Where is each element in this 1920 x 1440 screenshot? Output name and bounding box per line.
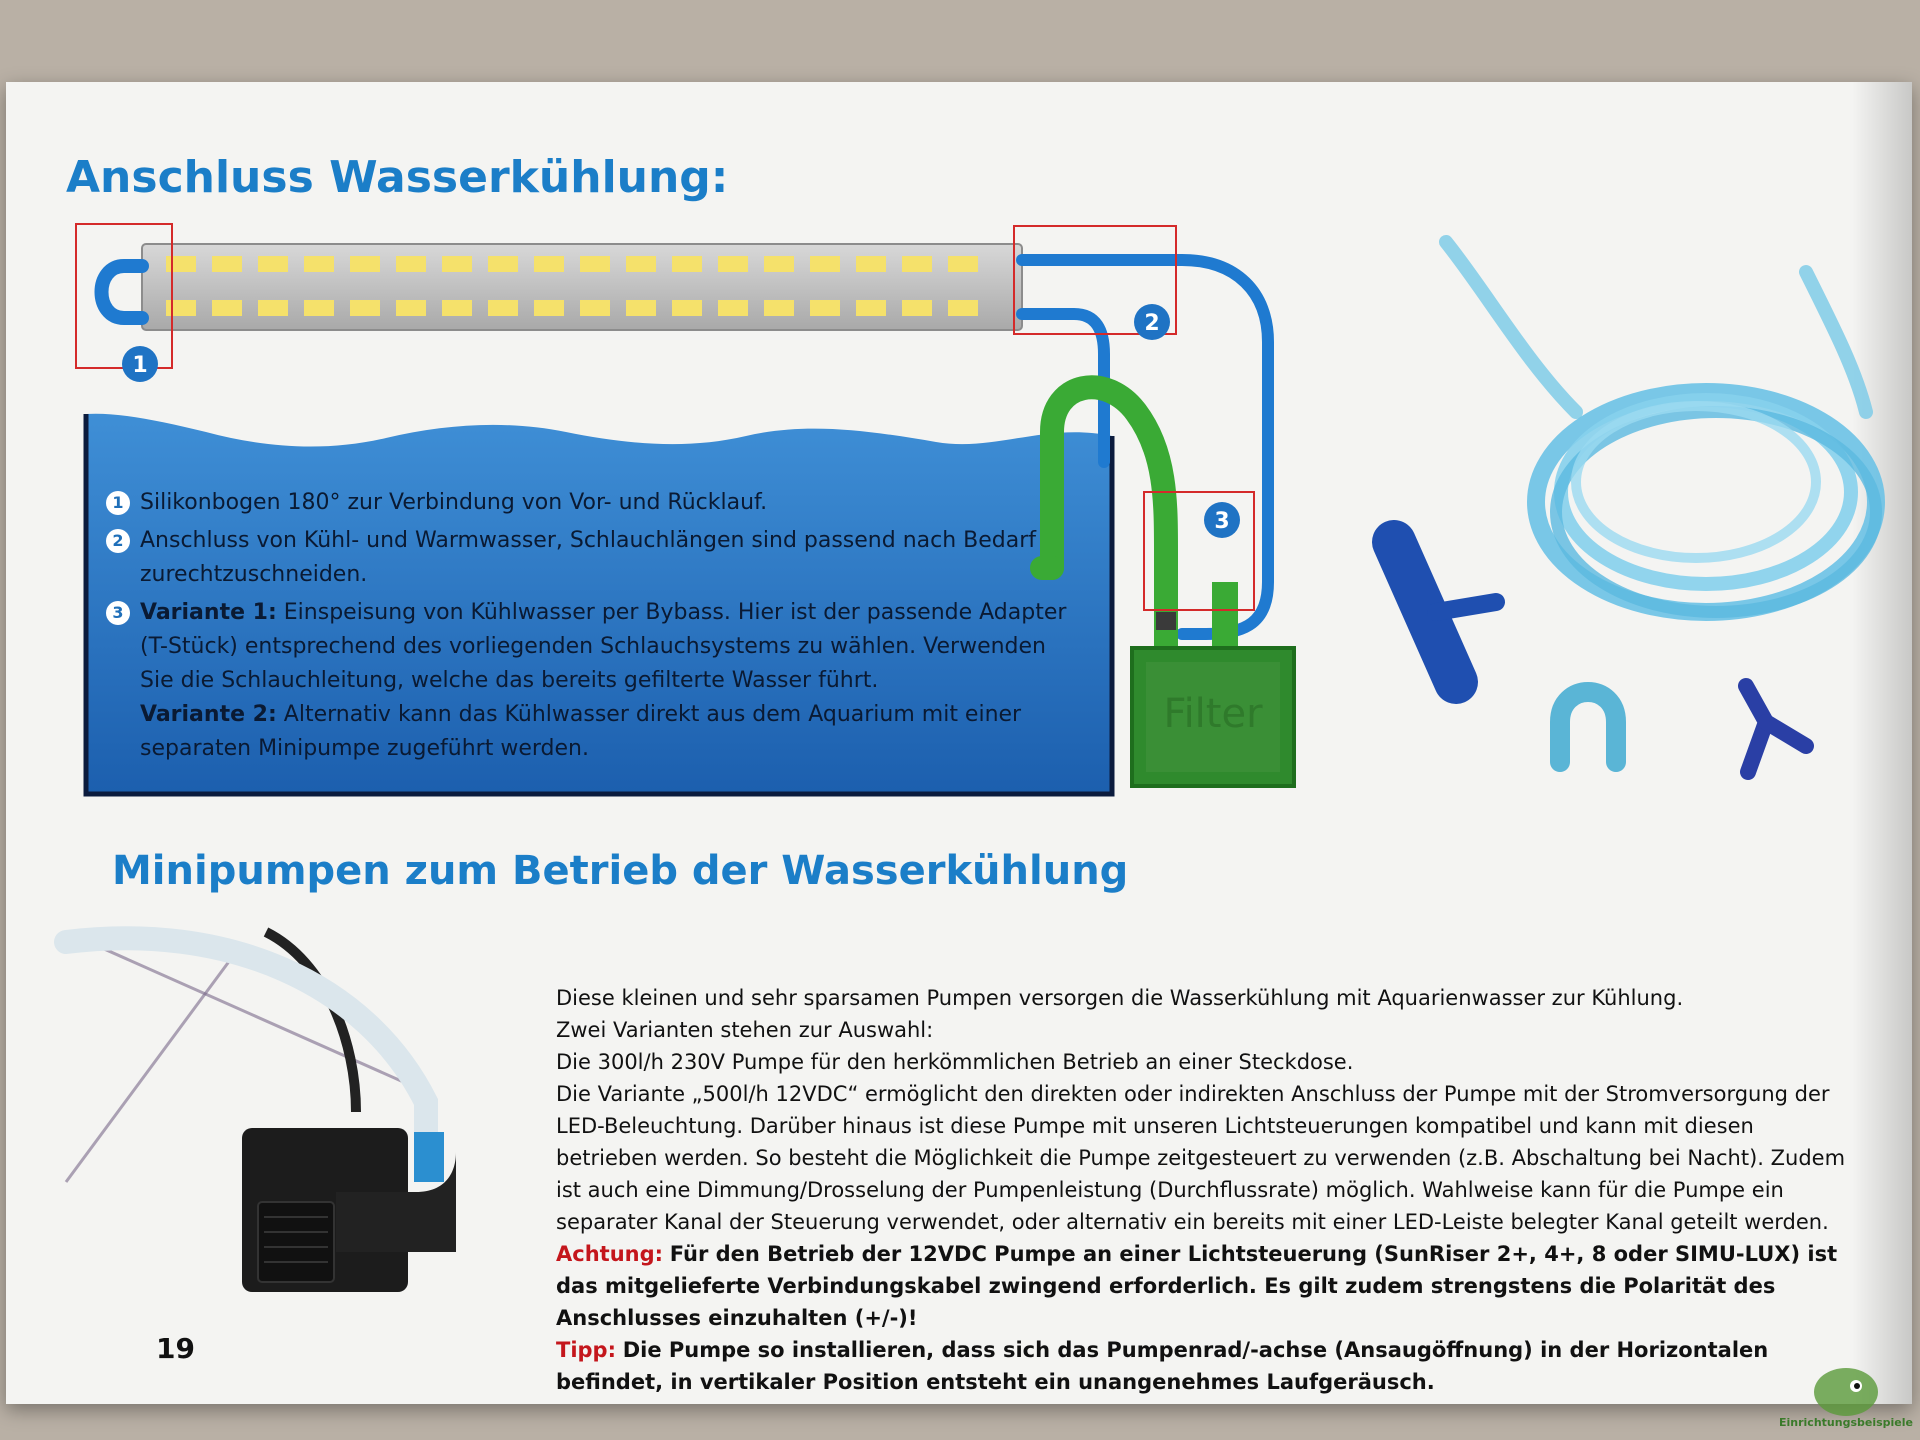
variant-2-label: Variante 2: <box>140 702 277 727</box>
variant-1-text: Einspeisung von Kühlwasser per Bybass. Hier ist der passende Adapter (T-Stück) entsprechend des vorliegenden Schlauchsystems zu wählen. Verwenden Sie die Schlauchleitung, welche das bereits gefilterte Wasser führt. <box>140 600 1067 693</box>
led-chip <box>258 300 288 316</box>
note-item-2 <box>106 524 1086 592</box>
marker-1 <box>122 346 158 382</box>
led-chip <box>902 300 932 316</box>
tip-label: Tipp: <box>556 1338 616 1362</box>
paragraph-variants: Zwei Varianten stehen zur Auswahl: <box>556 1018 934 1042</box>
manual-page <box>6 82 1912 1404</box>
note-number-3: 3 <box>106 601 130 625</box>
led-chip <box>764 300 794 316</box>
led-chip <box>948 256 978 272</box>
led-chip <box>396 300 426 316</box>
warning-paragraph <box>556 1238 1856 1334</box>
note-number-1: 1 <box>106 491 130 515</box>
t-connector <box>1156 612 1176 630</box>
paragraph-230v: Die 300l/h 230V Pumpe für den herkömmlichen Betrieb an einer Steckdose. <box>556 1050 1354 1074</box>
led-chip <box>948 300 978 316</box>
paragraph-12vdc: Die Variante „500l/h 12VDC“ ermöglicht den direkten oder indirekten Anschluss der Pumpe mit der Stromversorgung der LED-Beleuchtung. Darüber hinaus ist diese Pumpe mit unseren Lichtsteuerungen kompatibel und kann mit diesen betrieben werden. So besteht die Möglichkeit die Pumpe zeitgesteuert zu verwenden (z.B. Abschaltung bei Nacht). Zudem ist auch eine Dimmung/Drosselung der Pumpenleistung (Durchflussrate) möglich. Wahlweise kann für die Pumpe ein separater Kanal der Steuerung verwendet, oder alternativ ein bereits mit einer LED-Leiste belegter Kanal geteilt werden. <box>556 1082 1846 1234</box>
led-chip <box>718 256 748 272</box>
led-chip <box>442 300 472 316</box>
note-text-1: Silikonbogen 180° zur Verbindung von Vor- und Rücklauf. <box>140 490 768 515</box>
variant-1-label: Variante 1: <box>140 600 277 625</box>
y-adapter-photo <box>1746 686 1806 772</box>
u-bend-photo <box>1560 692 1616 762</box>
warning-label: Achtung: <box>556 1242 664 1266</box>
t-adapter-photo <box>1394 542 1496 682</box>
led-chip <box>856 300 886 316</box>
svg-text:3: 3 <box>1214 509 1230 534</box>
minipump-description <box>556 982 1856 1398</box>
led-chip <box>580 300 610 316</box>
svg-text:1: 1 <box>132 353 148 378</box>
warning-text: Für den Betrieb der 12VDC Pumpe an einer Lichtsteuerung (SunRiser 2+, 4+, 8 oder SIMU-LUX) ist das mitgelieferte Verbindungskabel zwingend erforderlich. Es gilt zudem strengstens die Polarität des Anschlusses einzuhalten (+/-)! <box>556 1242 1838 1330</box>
led-chip <box>304 300 334 316</box>
led-chip <box>166 300 196 316</box>
led-chip <box>810 256 840 272</box>
note-text-2: Anschluss von Kühl- und Warmwasser, Schlauchlängen sind passend nach Bedarf zurechtzuschneiden. <box>140 528 1037 587</box>
led-chip <box>580 256 610 272</box>
led-bar <box>142 244 1022 330</box>
note-item-3 <box>106 596 1086 766</box>
led-chip <box>626 256 656 272</box>
led-chip <box>212 256 242 272</box>
page-number: 19 <box>156 1332 195 1365</box>
led-chip <box>718 300 748 316</box>
note-item-1 <box>106 486 1086 520</box>
connection-notes <box>106 486 1086 770</box>
led-chip <box>902 256 932 272</box>
note-number-2: 2 <box>106 529 130 553</box>
led-chip <box>626 300 656 316</box>
svg-text:2: 2 <box>1144 311 1160 336</box>
led-chip <box>672 300 702 316</box>
svg-text:Einrichtungsbeispiele: Einrichtungsbeispiele <box>1779 1416 1913 1429</box>
led-chip <box>212 300 242 316</box>
filter-box <box>1132 648 1294 786</box>
marker-2 <box>1134 304 1170 340</box>
section-heading-minipumps: Minipumpen zum Betrieb der Wasserkühlung <box>112 848 1129 894</box>
silicone-bow-hose <box>102 266 143 318</box>
section-heading-water-cooling: Anschluss Wasserkühlung: <box>66 152 729 203</box>
led-chip <box>350 256 380 272</box>
led-chip <box>534 256 564 272</box>
led-chip <box>166 256 196 272</box>
led-chip <box>304 256 334 272</box>
tip-text: Die Pumpe so installieren, dass sich das Pumpenrad/-achse (Ansaugöffnung) in der Horizontalen befindet, in vertikaler Position entsteht ein unangenehmes Laufgeräusch. <box>556 1338 1769 1394</box>
marker-3 <box>1204 502 1240 538</box>
led-chip <box>672 256 702 272</box>
led-chip <box>488 256 518 272</box>
led-chip <box>810 300 840 316</box>
paragraph-intro: Diese kleinen und sehr sparsamen Pumpen versorgen die Wasserkühlung mit Aquarienwasser zur Kühlung. <box>556 986 1684 1010</box>
led-chip <box>856 256 886 272</box>
note-text-3 <box>140 596 1086 766</box>
tip-paragraph <box>556 1334 1856 1398</box>
led-chip <box>258 256 288 272</box>
led-chip <box>396 256 426 272</box>
led-chip <box>350 300 380 316</box>
variant-2-text: Alternativ kann das Kühlwasser direkt aus dem Aquarium mit einer separaten Minipumpe zugeführt werden. <box>140 702 1022 761</box>
led-chip <box>488 300 518 316</box>
minipump-photo <box>66 932 456 1292</box>
led-chip <box>764 256 794 272</box>
hose-coil-photo <box>1446 242 1876 612</box>
led-chip <box>442 256 472 272</box>
svg-text:Filter: Filter <box>1163 691 1263 737</box>
led-chip <box>534 300 564 316</box>
watermark-logo <box>1779 1362 1913 1432</box>
